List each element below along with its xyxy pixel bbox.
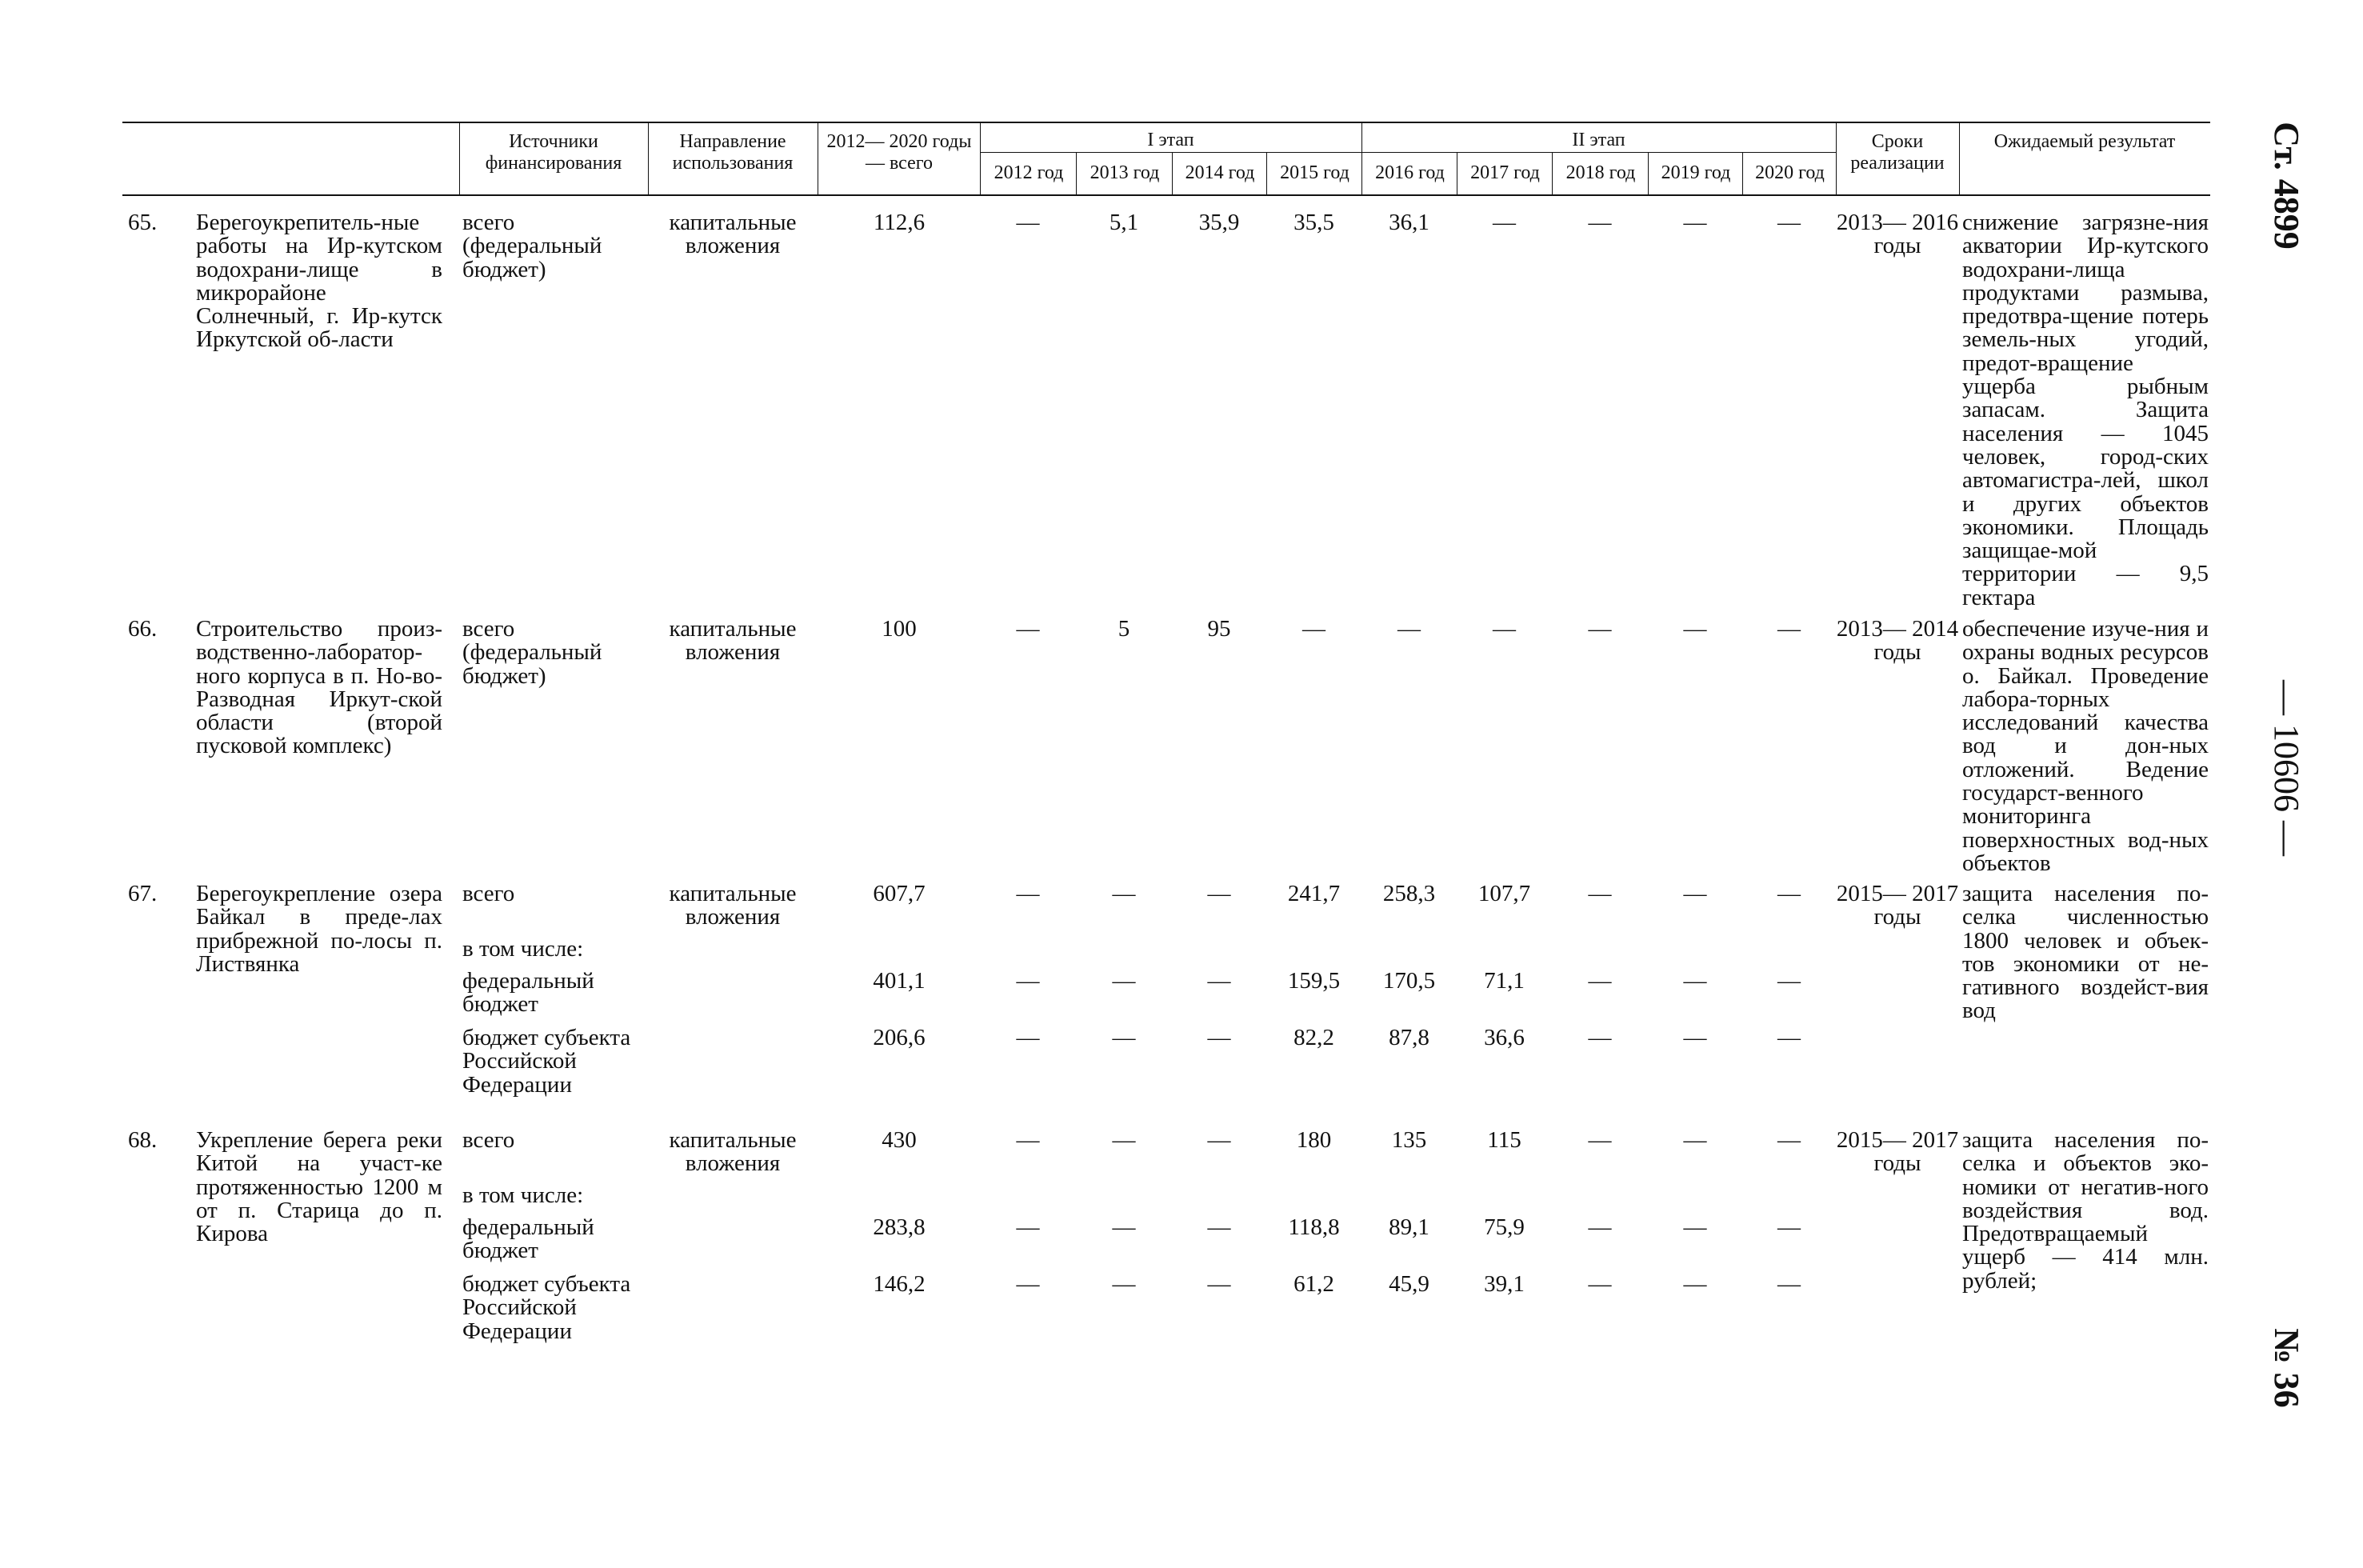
- year-value: —: [1016, 1214, 1040, 1240]
- year-value: —: [1493, 210, 1516, 235]
- row-number: 65.: [128, 210, 158, 235]
- year-value: —: [1588, 210, 1612, 235]
- year-value: —: [1683, 1214, 1707, 1240]
- total-value: 146,2: [873, 1271, 926, 1297]
- year-value: 5: [1118, 616, 1130, 642]
- row-name: Берегоукрепление озера Байкал в преде-лах прибрежной по-лосы п. Листвянка: [196, 881, 442, 977]
- article-number: Ст. 4899: [2267, 122, 2306, 250]
- year-value: 180: [1296, 1127, 1332, 1153]
- year-value: 241,7: [1287, 881, 1341, 906]
- direction-label: капитальные вложения: [669, 1127, 797, 1177]
- year-value: 118,8: [1288, 1214, 1340, 1240]
- year-value: 35,5: [1293, 210, 1334, 235]
- row-name: Берегоукрепитель-ные работы на Ир-кутском водохрани-лище в микрорайоне Солнечный, г. Ир-кутск Иркутской об-ласти: [196, 210, 442, 353]
- header-terms: Сроки реализации: [1850, 131, 1945, 174]
- source-label: всего: [462, 881, 515, 906]
- year-value: —: [1683, 1127, 1707, 1153]
- header-divider: [1552, 152, 1553, 194]
- year-value: —: [1683, 616, 1707, 642]
- year-value: 5,1: [1109, 210, 1139, 235]
- year-value: 35,9: [1198, 210, 1240, 235]
- issue-number: № 36: [2267, 1328, 2306, 1408]
- total-value: 112,6: [873, 210, 926, 235]
- year-value: 135: [1391, 1127, 1427, 1153]
- header-result: Ожидаемый результат: [1993, 131, 2176, 152]
- year-value: —: [1302, 616, 1325, 642]
- year-value: —: [1777, 1271, 1801, 1297]
- year-value: 36,1: [1389, 210, 1429, 235]
- year-value: 115: [1487, 1127, 1521, 1153]
- header-year: 2018 год: [1565, 162, 1636, 183]
- header-year: 2014 год: [1185, 162, 1255, 183]
- year-value: —: [1777, 881, 1801, 906]
- result-text: обеспечение изуче-ния и охраны водных ресурсов о. Байкал. Проведение лабора-торных исследований качества вод и дон-ных отложений. Ведение государст-венного мониторинга поверхностных вод-ных объектов: [1962, 616, 2209, 876]
- header-stage2: II этап: [1572, 130, 1625, 150]
- header-divider: [1648, 152, 1649, 194]
- year-value: 170,5: [1382, 968, 1436, 994]
- year-value: —: [1683, 968, 1707, 994]
- total-value: 430: [882, 1127, 917, 1153]
- year-value: —: [1588, 1127, 1612, 1153]
- year-value: —: [1683, 1025, 1707, 1050]
- result-text: защита населения по-селка численностью 1800 человек и объек-тов экономики от не-гативного воздейст-вия вод: [1962, 881, 2209, 1024]
- year-value: —: [1588, 1214, 1612, 1240]
- page-number: — 10606 —: [2267, 680, 2306, 856]
- year-value: —: [1207, 1214, 1231, 1240]
- header-total: 2012— 2020 годы — всего: [826, 131, 972, 174]
- year-value: 45,9: [1389, 1271, 1429, 1297]
- year-value: —: [1016, 1127, 1040, 1153]
- year-value: 258,3: [1382, 881, 1436, 906]
- year-value: 159,5: [1287, 968, 1341, 994]
- year-value: —: [1112, 1025, 1136, 1050]
- source-label: бюджет субъекта Российской Федерации: [462, 1025, 631, 1098]
- source-label: всего (федеральный бюджет): [462, 210, 602, 282]
- source-label: федеральный бюджет: [462, 1214, 594, 1264]
- stage-subrule: [980, 152, 1836, 153]
- year-value: —: [1207, 1025, 1231, 1050]
- year-value: —: [1777, 968, 1801, 994]
- year-value: —: [1016, 616, 1040, 642]
- result-text: защита населения по-селка и объектов эко-номики от негатив-ного воздействия вод. Предотвращаемый ущерб — 414 млн. рублей;: [1962, 1127, 2209, 1294]
- row-number: 66.: [128, 616, 158, 642]
- header-direction: Направление использования: [672, 131, 794, 174]
- total-value: 100: [882, 616, 917, 642]
- year-value: 61,2: [1293, 1271, 1334, 1297]
- year-value: —: [1016, 881, 1040, 906]
- year-value: —: [1397, 616, 1421, 642]
- source-label: всего (федеральный бюджет): [462, 616, 602, 689]
- header-divider: [1172, 152, 1173, 194]
- header-year: 2020 год: [1755, 162, 1825, 183]
- year-value: —: [1112, 968, 1136, 994]
- header-divider: [1076, 152, 1077, 194]
- year-value: —: [1207, 881, 1231, 906]
- year-value: 71,1: [1484, 968, 1525, 994]
- source-label: всего: [462, 1127, 515, 1153]
- direction-label: капитальные вложения: [669, 210, 797, 259]
- year-value: —: [1777, 210, 1801, 235]
- year-value: —: [1016, 210, 1040, 235]
- header-divider: [1742, 152, 1743, 194]
- year-value: 87,8: [1389, 1025, 1429, 1050]
- year-value: —: [1683, 1271, 1707, 1297]
- source-label: в том числе:: [462, 936, 584, 962]
- total-value: 401,1: [873, 968, 926, 994]
- year-value: —: [1112, 1214, 1136, 1240]
- header-stage1: I этап: [1147, 130, 1194, 150]
- terms-value: 2015— 2017 годы: [1836, 1127, 1959, 1177]
- year-value: —: [1493, 616, 1516, 642]
- year-value: —: [1777, 616, 1801, 642]
- header-divider: [980, 122, 981, 194]
- year-value: 39,1: [1484, 1271, 1525, 1297]
- total-value: 607,7: [873, 881, 926, 906]
- header-divider: [648, 122, 649, 194]
- year-value: —: [1588, 881, 1612, 906]
- year-value: —: [1016, 1271, 1040, 1297]
- header-divider: [1959, 122, 1960, 194]
- row-number: 68.: [128, 1127, 158, 1153]
- year-value: —: [1777, 1025, 1801, 1050]
- year-value: —: [1016, 1025, 1040, 1050]
- direction-label: капитальные вложения: [669, 616, 797, 666]
- year-value: —: [1777, 1214, 1801, 1240]
- terms-value: 2015— 2017 годы: [1836, 881, 1959, 930]
- year-value: —: [1777, 1127, 1801, 1153]
- year-value: —: [1588, 616, 1612, 642]
- year-value: 107,7: [1477, 881, 1531, 906]
- source-label: бюджет субъекта Российской Федерации: [462, 1271, 631, 1344]
- header-divider: [1361, 122, 1362, 194]
- year-value: —: [1683, 881, 1707, 906]
- result-text: снижение загрязне-ния акватории Ир-кутского водохрани-лища продуктами размыва, предотвра-щение потерь земель-ных угодий, предот-вращение ущерба рыбным запасам. Защита населения — 1045 человек, город-ских автомагистра-лей, школ и других объектов экономики. Площадь защищае-мой территории — 9,5 гектара: [1962, 210, 2209, 610]
- header-year: 2012 год: [994, 162, 1064, 183]
- source-label: федеральный бюджет: [462, 968, 594, 1018]
- year-value: —: [1207, 1127, 1231, 1153]
- direction-label: капитальные вложения: [669, 881, 797, 930]
- total-value: 206,6: [873, 1025, 926, 1050]
- source-label: в том числе:: [462, 1182, 584, 1208]
- year-value: —: [1588, 968, 1612, 994]
- header-divider: [459, 122, 460, 194]
- header-sources: Источники финансирования: [485, 131, 622, 174]
- row-name: Строительство произ-водственно-лаборатор-ного корпуса в п. Но-во-Разводная Иркут-ской области (второй пусковой комплекс): [196, 616, 442, 759]
- header-divider: [1266, 152, 1267, 194]
- year-value: —: [1112, 1271, 1136, 1297]
- year-value: —: [1112, 881, 1136, 906]
- year-value: 82,2: [1293, 1025, 1334, 1050]
- header-year: 2019 год: [1661, 162, 1731, 183]
- header-year: 2013 год: [1090, 162, 1160, 183]
- terms-value: 2013— 2014 годы: [1836, 616, 1959, 666]
- year-value: —: [1588, 1271, 1612, 1297]
- row-number: 67.: [128, 881, 158, 906]
- header-year: 2015 год: [1280, 162, 1349, 183]
- year-value: —: [1016, 968, 1040, 994]
- header-year: 2017 год: [1470, 162, 1540, 183]
- row-name: Укрепление берега реки Китой на участ-ке протяженностью 1200 м от п. Старица до п. Кирова: [196, 1127, 442, 1247]
- year-value: —: [1112, 1127, 1136, 1153]
- header-divider: [1836, 122, 1837, 194]
- year-value: 36,6: [1484, 1025, 1525, 1050]
- year-value: —: [1207, 968, 1231, 994]
- year-value: 89,1: [1389, 1214, 1429, 1240]
- header-bottom-rule: [122, 194, 2210, 196]
- terms-value: 2013— 2016 годы: [1836, 210, 1959, 259]
- year-value: —: [1207, 1271, 1231, 1297]
- year-value: 95: [1207, 616, 1231, 642]
- total-value: 283,8: [873, 1214, 926, 1240]
- year-value: —: [1588, 1025, 1612, 1050]
- year-value: 75,9: [1484, 1214, 1525, 1240]
- year-value: —: [1683, 210, 1707, 235]
- header-top-rule: [122, 122, 2210, 123]
- header-year: 2016 год: [1375, 162, 1445, 183]
